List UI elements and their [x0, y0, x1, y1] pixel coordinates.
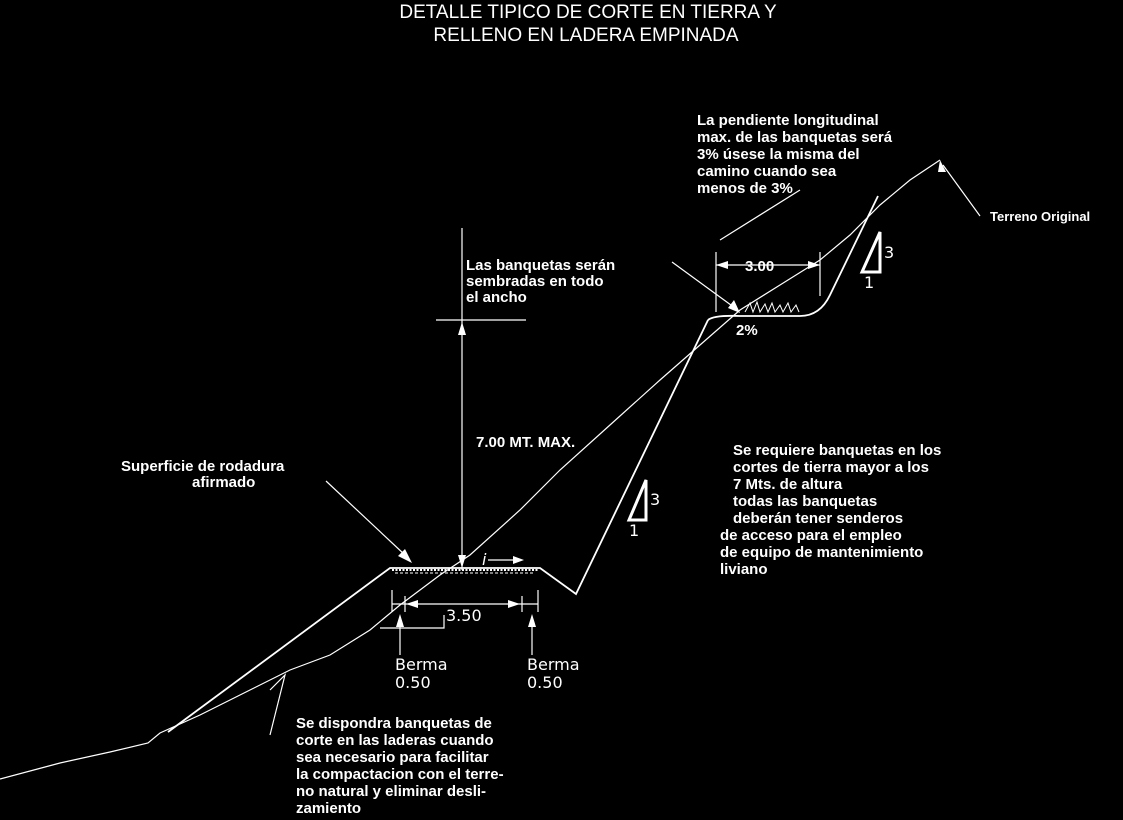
- svg-text:de equipo de mantenimiento: de equipo de mantenimiento: [720, 544, 924, 561]
- svg-text:liviano: liviano: [720, 561, 768, 578]
- svg-text:La pendiente longitudinal: La pendiente longitudinal: [697, 112, 879, 129]
- road-slope-symbol: i: [482, 550, 487, 569]
- svg-text:3% úsese la misma del: 3% úsese la misma del: [697, 146, 860, 163]
- svg-text:el ancho: el ancho: [466, 289, 527, 306]
- berma-left-value: 0.50: [395, 673, 431, 692]
- svg-text:cortes de tierra mayor a los: cortes de tierra mayor a los: [733, 459, 929, 476]
- drawing-title-line1: DETALLE TIPICO DE CORTE EN TIERRA Y: [399, 2, 777, 23]
- svg-text:la compactacion con el terre-: la compactacion con el terre-: [296, 766, 504, 783]
- note-terreno-original: Terreno Original: [990, 209, 1091, 224]
- svg-text:camino cuando sea: camino cuando sea: [697, 163, 837, 180]
- lower-slope-triangle: [629, 480, 660, 540]
- bench-slope-label: 2%: [736, 322, 758, 339]
- bench-width-label: 3.00: [745, 258, 775, 275]
- svg-text:afirmado: afirmado: [192, 474, 256, 491]
- svg-text:Las banquetas serán: Las banquetas serán: [466, 257, 616, 274]
- drawing-title-line2: RELLENO EN LADERA EMPINADA: [433, 25, 739, 46]
- svg-text:Superficie de rodadura: Superficie de rodadura: [121, 458, 285, 475]
- svg-text:deberán tener senderos: deberán tener senderos: [733, 510, 904, 527]
- svg-text:todas las banquetas: todas las banquetas: [733, 493, 878, 510]
- upper-slope-triangle: [862, 232, 894, 292]
- note-banquetas-sembradas: [466, 257, 615, 306]
- berma-left-label: Berma: [395, 655, 448, 674]
- berma-right-label: Berma: [527, 655, 580, 674]
- svg-text:zamiento: zamiento: [296, 800, 362, 817]
- note-pendiente: [697, 112, 893, 197]
- svg-text:Se dispondra banquetas de: Se dispondra banquetas de: [296, 715, 492, 732]
- note-se-requiere: [720, 442, 941, 578]
- svg-text:Se requiere banquetas en los: Se requiere banquetas en los: [733, 442, 942, 459]
- note-se-dispondra: [296, 715, 504, 817]
- svg-text:sembradas en todo: sembradas en todo: [466, 273, 604, 290]
- road-width-label: 3.50: [446, 606, 482, 625]
- bench-vegetation: [745, 302, 799, 312]
- svg-text:7 Mts. de altura: 7 Mts. de altura: [733, 476, 843, 493]
- svg-text:no natural y eliminar desli-: no natural y eliminar desli-: [296, 783, 487, 800]
- svg-text:1: 1: [629, 521, 640, 540]
- svg-text:sea necesario para facilitar: sea necesario para facilitar: [296, 749, 489, 766]
- height-max-label: 7.00 MT. MAX.: [476, 434, 576, 451]
- svg-text:max. de las banquetas será: max. de las banquetas será: [697, 129, 893, 146]
- svg-text:de acceso para el empleo: de acceso para el empleo: [720, 527, 902, 544]
- note-superficie: [121, 458, 285, 491]
- svg-text:1: 1: [864, 273, 875, 292]
- foundation-steps: [380, 615, 444, 628]
- svg-text:corte en las laderas cuando: corte en las laderas cuando: [296, 732, 494, 749]
- berma-right-value: 0.50: [527, 673, 563, 692]
- svg-text:menos de 3%: menos de 3%: [697, 180, 793, 197]
- svg-text:3: 3: [650, 490, 661, 509]
- svg-text:3: 3: [884, 243, 895, 262]
